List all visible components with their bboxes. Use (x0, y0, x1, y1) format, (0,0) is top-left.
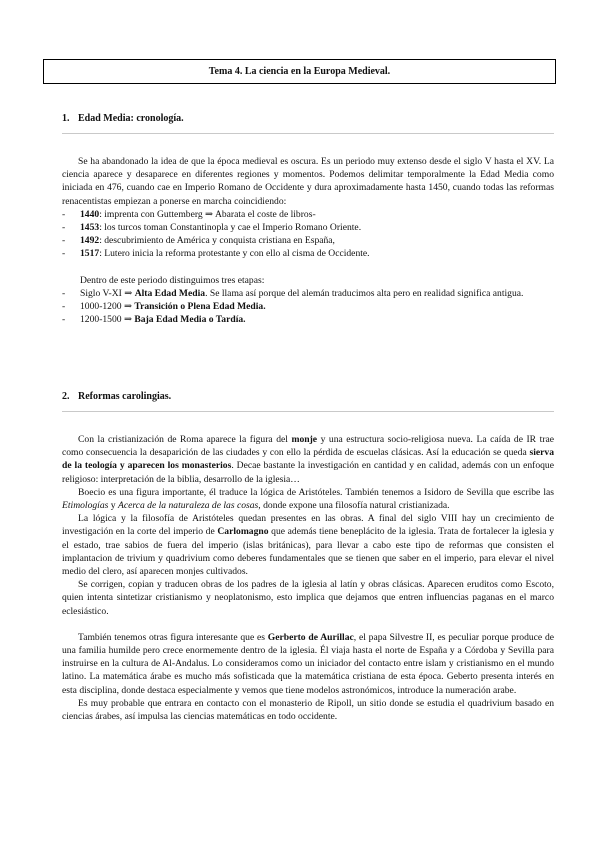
date-text: : imprenta con Guttemberg ⇒ Abarata el coste de libros- (99, 208, 316, 220)
date-text: : Lutero inicia la reforma protestante y con ello al cisma de Occidente. (99, 248, 370, 260)
date-year: 1492 (80, 235, 100, 247)
stage-range: Siglo V-XI ⇒ (80, 287, 135, 299)
section-1-divider (62, 133, 554, 134)
date-item (62, 221, 554, 234)
section-2-divider (62, 411, 554, 412)
date-year: 1453 (80, 222, 100, 234)
paragraph-carlomagno: La lógica y la filosofía de Aristóteles quedan presentes en las obras. A final del siglo VIII hay un crecimiento de investigación en la corte del imperio de Carlomagno que además tiene beneplácito de la iglesia. Trata de fortalecer la iglesia y el estado, trae sabios de fuera del imperio (islas británicas), para llevar a cabo este tipo de reformas que consisten el implantacion de trivium y quadrivium como deberes fundamentales que se tienen que saber en el imperio, para elevar el nivel medio del clero, así aparecen monjes cultivados. (62, 513, 554, 578)
date-text: : los turcos toman Constantinopla y cae el Imperio Romano Oriente. (99, 222, 362, 234)
stage-name: Baja Edad Media o Tardía. (134, 314, 246, 326)
section-1-heading (62, 112, 184, 125)
section-1-number: 1. (62, 113, 70, 124)
date-text: : descubrimiento de América y conquista cristiana en España, (99, 235, 335, 247)
date-year: 1440 (80, 208, 100, 220)
stages-intro: Dentro de este periodo distinguimos tres etapas: (80, 274, 265, 286)
section-2-heading (62, 390, 171, 403)
stage-note: . Se llama así porque del alemán traducimos alta pero en realidad significa antigua. (205, 287, 524, 299)
section-1-body (62, 155, 554, 326)
section-2-body (62, 433, 554, 723)
paragraph-gerberto: También tenemos otras figura interesante que es Gerberto de Aurillac, el papa Silvestre II, es peculiar porque produce de una familia humilde pero crece enormemente dentro de la iglesia. Él viaja hasta el norte de España y a Córdoba y Sevilla para instruirse en la cultura de Al-Andalus. Lo consideramos como un iniciador del contacto entre islam y cristianismo en el mundo latino. La matemática árabe es mucho más sofisticada que la matemática cristiana de esta época. Geberto presenta interés en esta disciplina, donde destaca especialmente y vemos que tiene modelos astronómicos, introduce la numeración arabe. (62, 631, 555, 696)
stage-list (62, 287, 554, 327)
date-list (62, 208, 554, 261)
section-2-number: 2. (62, 391, 70, 402)
date-item (62, 234, 554, 247)
section-2-title: Reformas carolingias. (78, 391, 172, 402)
stage-range: 1000-1200 ⇒ (80, 301, 135, 313)
stage-item (62, 313, 554, 326)
paragraph-monks: Con la cristianización de Roma aparece la figura del monje y una estructura socio-religiosa nueva. La caída de IR trae como consecuencia la desaparición de las ciudades y con ello la pérdida de escuelas clásicas. Así la educación se queda sierva de la teología y aparecen los monasterios. Decae bastante la investigación en cantidad y en calidad, además con un enfoque religioso: interpretación de la biblia, desarrollo de la iglesia… (62, 434, 554, 485)
paragraph-boecio: Boecio es una figura importante, él traduce la lógica de Aristóteles. También tenemos a Isidoro de Sevilla que escribe las Etimologías y Acerca de la naturaleza de las cosas, donde expone una filosofía natural cristianizada. (62, 486, 554, 512)
stage-name: Transición o Plena Edad Media. (134, 301, 266, 313)
stage-name: Alta Edad Media (134, 287, 206, 299)
stage-item (62, 300, 554, 313)
date-year: 1517 (80, 248, 100, 260)
stage-item (62, 287, 554, 300)
section-1-title: Edad Media: cronología. (78, 113, 184, 124)
document-title: Tema 4. La ciencia en la Europa Medieval. (43, 59, 556, 84)
date-item (62, 247, 554, 260)
section-1-intro: Se ha abandonado la idea de que la época medieval es oscura. Es un periodo muy extenso desde el siglo V hasta el XV. La ciencia aparece y desaparece en diferentes regiones y momentos. Podemos delimitar temporalmente la Edad Media como iniciada en 476, cuando cae en Imperio Romano de Occidente y dura aproximadamente hasta 1450, cuando todas las reformas renacentistas empiezan a ponerse en marcha coincidiendo: (62, 156, 554, 207)
paragraph-ripoll: Es muy probable que entrara en contacto con el monasterio de Ripoll, un sitio donde se estudia el quadrivium basado en ciencias árabes, así impulsa las ciencias matemáticas en todo occidente. (62, 697, 554, 723)
stage-range: 1200-1500 ⇒ (80, 314, 135, 326)
date-item (62, 208, 554, 221)
paragraph-escoto: Se corrigen, copian y traducen obras de los padres de la iglesia al latín y obras clásicas. Aparecen eruditos como Escoto, quien intenta sintetizar cristianismo y neoplatonismo, esto implica que dejamos que entren influencias paganas en el marco eclesiástico. (62, 579, 554, 617)
